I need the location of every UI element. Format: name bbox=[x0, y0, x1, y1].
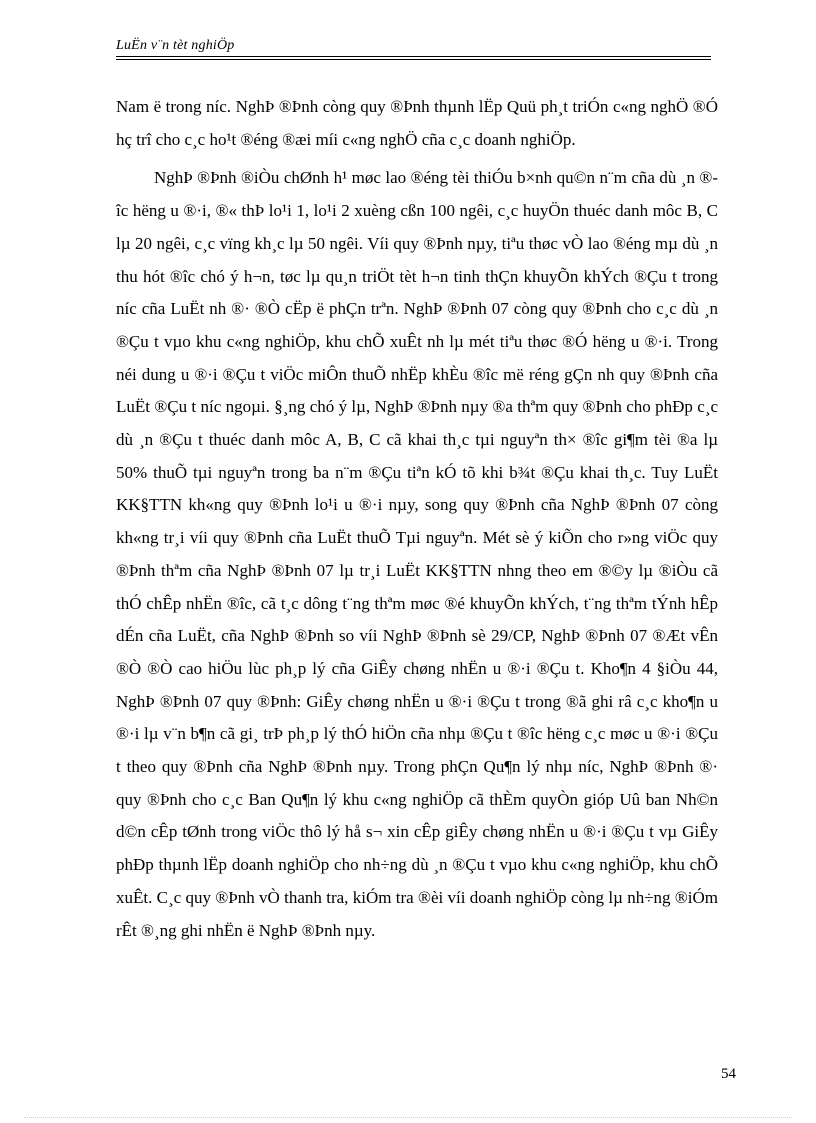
running-header: LuËn v¨n tèt nghiÖp bbox=[116, 38, 235, 53]
page-bottom-border bbox=[24, 1117, 792, 1118]
header-rule-top bbox=[116, 56, 711, 57]
page-number: 54 bbox=[721, 1066, 736, 1082]
paragraph-1: Nam ë trong níc. NghÞ ®Þnh còng quy ®Þnh thµnh lËp Quü ph¸t triÓn c«ng nghÖ ®Ó hç trî cho c¸c ho¹t ®éng ®æi míi c«ng nghÖ cña c¸c doanh nghiÖp. bbox=[116, 97, 718, 149]
header-rule-bottom bbox=[116, 59, 711, 60]
paragraph-2: NghÞ ®Þnh ®iÒu chØnh h¹ møc lao ®éng tèi thiÓu b×nh qu©n n¨m cña dù ¸n ®îc hëng u ®·i, ®« thÞ lo¹i 1, lo¹i 2 xuèng cßn 100 ngêi, c¸c huyÖn thuéc danh môc B, C lµ 20 ngêi, c¸c vïng kh¸c lµ 50 ngêi. Víi quy ®Þnh nµy, tiªu thøc vÒ lao ®éng mµ dù ¸n thu hót ®îc chó ý h¬n, tøc lµ qu¸n triÖt tèt h¬n tinh thÇn khuyÕn khÝch ®Çu t trong níc cña LuËt nh ®· ®Ò cËp ë phÇn trªn. NghÞ ®Þnh 07 còng quy ®Þnh cho c¸c dù ¸n ®Çu t vµo khu c«ng nghiÖp, khu chÕ xuÊt nh lµ mét tiªu thøc ®Ó hëng u ®·i. Trong néi dung u ®·i ®Çu t viÖc miÔn thuÕ nhËp khÈu ®îc më réng gÇn nh quy ®Þnh cña LuËt ®Çu t níc ngoµi. §¸ng chó ý lµ, NghÞ ®Þnh nµy ®a thªm quy ®Þnh cho phÐp c¸c dù ¸n ®Çu t thuéc danh môc A, B, C cã khai th¸c tµi nguyªn th× ®îc gi¶m tèi ®a lµ 50% thuÕ tµi nguyªn trong ba n¨m ®Çu tiªn kÓ tõ khi b¾t ®Çu khai th¸c. Tuy LuËt KK§TTN kh«ng quy ®Þnh lo¹i u ®·i nµy, song quy ®Þnh cña NghÞ ®Þnh 07 còng kh«ng tr¸i víi quy ®Þnh cña LuËt thuÕ Tµi nguyªn. Mét sè ý kiÕn cho r»ng viÖc quy ®Þnh thªm cña NghÞ ®Þnh 07 lµ tr¸i LuËt KK§TTN nhng theo em ®©y lµ ®iÒu cã thÓ chÊp nhËn ®îc, cã t¸c dông t¨ng thªm møc ®é khuyÕn khÝch, t¨ng thªm tÝnh hÊp dÉn cña LuËt, cña NghÞ ®Þnh so víi NghÞ ®Þnh sè 29/CP, NghÞ ®Þnh 07 ®Æt vÊn ®Ò ®Ò cao hiÖu lùc ph¸p lý cña GiÊy chøng nhËn u ®·i ®Çu t. Kho¶n 4 §iÒu 44, NghÞ ®Þnh 07 quy ®Þnh: GiÊy chøng nhËn u ®·i ®Çu t trong ®ã ghi râ c¸c kho¶n u ®·i lµ v¨n b¶n cã gi¸ trÞ ph¸p lý thÓ hiÖn cña nhµ ®Çu t ®îc hëng c¸c møc u ®·i ®Çu t theo quy ®Þnh cña NghÞ ®Þnh nµy. Trong phÇn Qu¶n lý nhµ níc, NghÞ ®Þnh ®· quy ®Þnh cho c¸c Ban Qu¶n lý khu c«ng nghiÖp cã thÈm quyÒn gióp Uû ban Nh©n d©n cÊp tØnh trong viÖc thô lý hå s¬ xin cÊp giÊy chøng nhËn u ®·i ®Çu t vµ GiÊy phÐp thµnh lËp doanh nghiÖp cho nh÷ng dù ¸n ®Çu t vµo khu c«ng nghiÖp, khu chÕ xuÊt. C¸c quy ®Þnh vÒ thanh tra, kiÓm tra ®èi víi doanh nghiÖp còng lµ nh÷ng ®iÓm rÊt ®¸ng ghi nhËn ë NghÞ ®Þnh nµy. bbox=[116, 168, 718, 940]
body-text bbox=[116, 91, 718, 947]
